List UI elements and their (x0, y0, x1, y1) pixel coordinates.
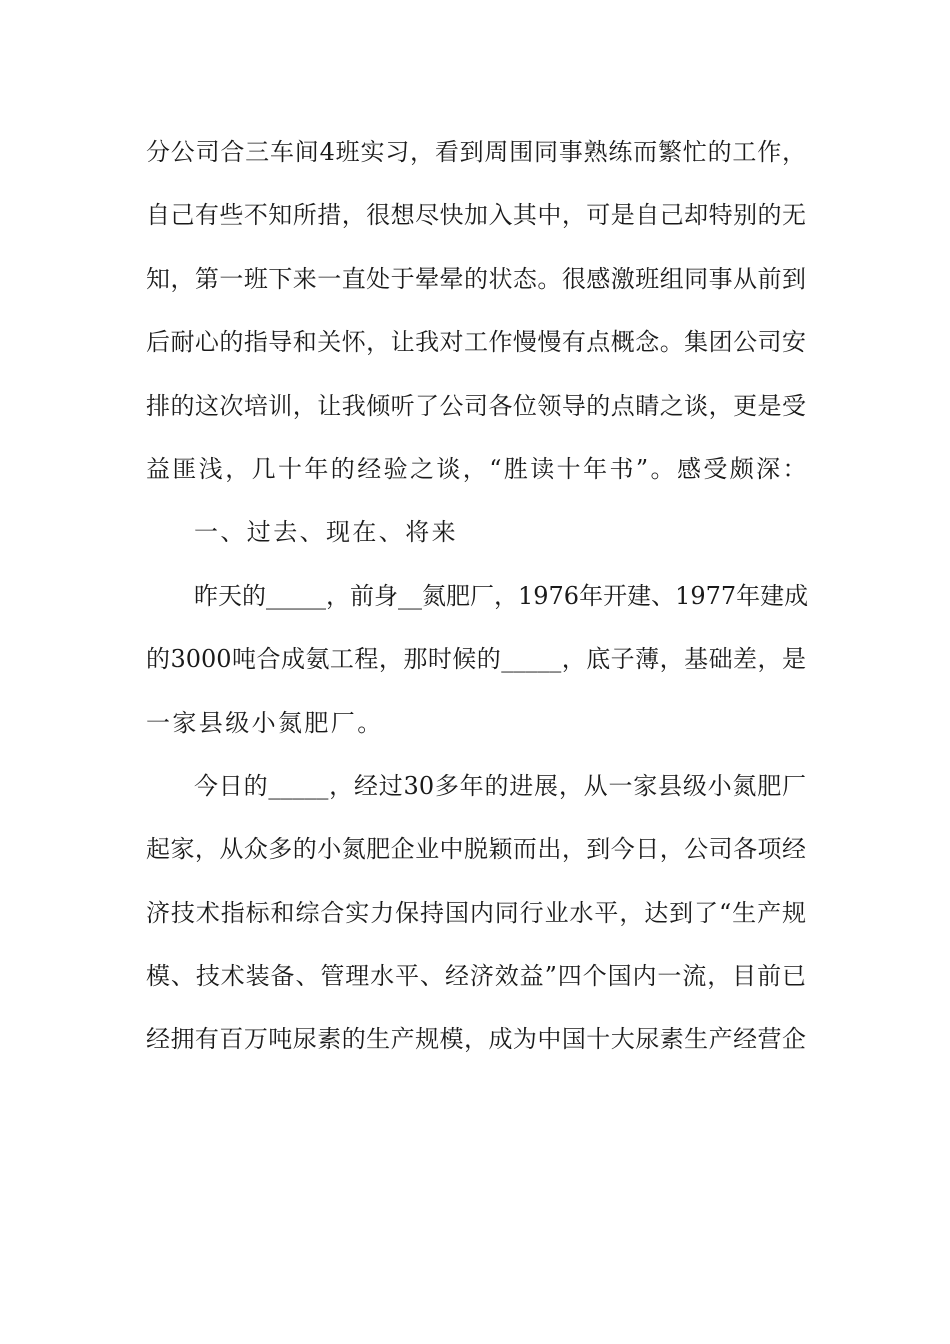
text-line: 知，第一班下来一直处于晕晕的状态。很感激班组同事从前到 (146, 264, 806, 293)
text-line: 一家县级小氮肥厂。 (146, 708, 384, 737)
text-line: 自己有些不知所措，很想尽快加入其中，可是自己却特别的无 (146, 201, 806, 230)
text-line: 模、技术装备、管理水平、经济效益”四个国内一流，目前已 (146, 962, 806, 991)
section-heading: 一、过去、现在、将来 (194, 518, 458, 547)
document-body (146, 128, 809, 1079)
text-line: 的3000吨合成氨工程，那时候的_____，底子薄，基础差，是 (146, 645, 806, 674)
text-line: 排的这次培训，让我倾听了公司各位领导的点睛之谈，更是受 (146, 391, 806, 420)
text-line: 经拥有百万吨尿素的生产规模，成为中国十大尿素生产经营企 (146, 1025, 806, 1054)
text-line: 昨天的_____，前身__氮肥厂，1976年开建、1977年建成 (194, 581, 809, 610)
text-line: 起家，从众多的小氮肥企业中脱颖而出，到今日，公司各项经 (146, 835, 806, 864)
text-line: 济技术指标和综合实力保持国内同行业水平，达到了“生产规 (146, 898, 806, 927)
text-line: 后耐心的指导和关怀，让我对工作慢慢有点概念。集团公司安 (146, 328, 806, 357)
text-line: 今日的_____，经过30多年的进展，从一家县级小氮肥厂 (194, 771, 806, 800)
text-line: 益匪浅，几十年的经验之谈，“胜读十年书”。感受颇深： (146, 454, 809, 483)
text-line: 分公司合三车间4班实习，看到周围同事熟练而繁忙的工作， (146, 138, 806, 166)
